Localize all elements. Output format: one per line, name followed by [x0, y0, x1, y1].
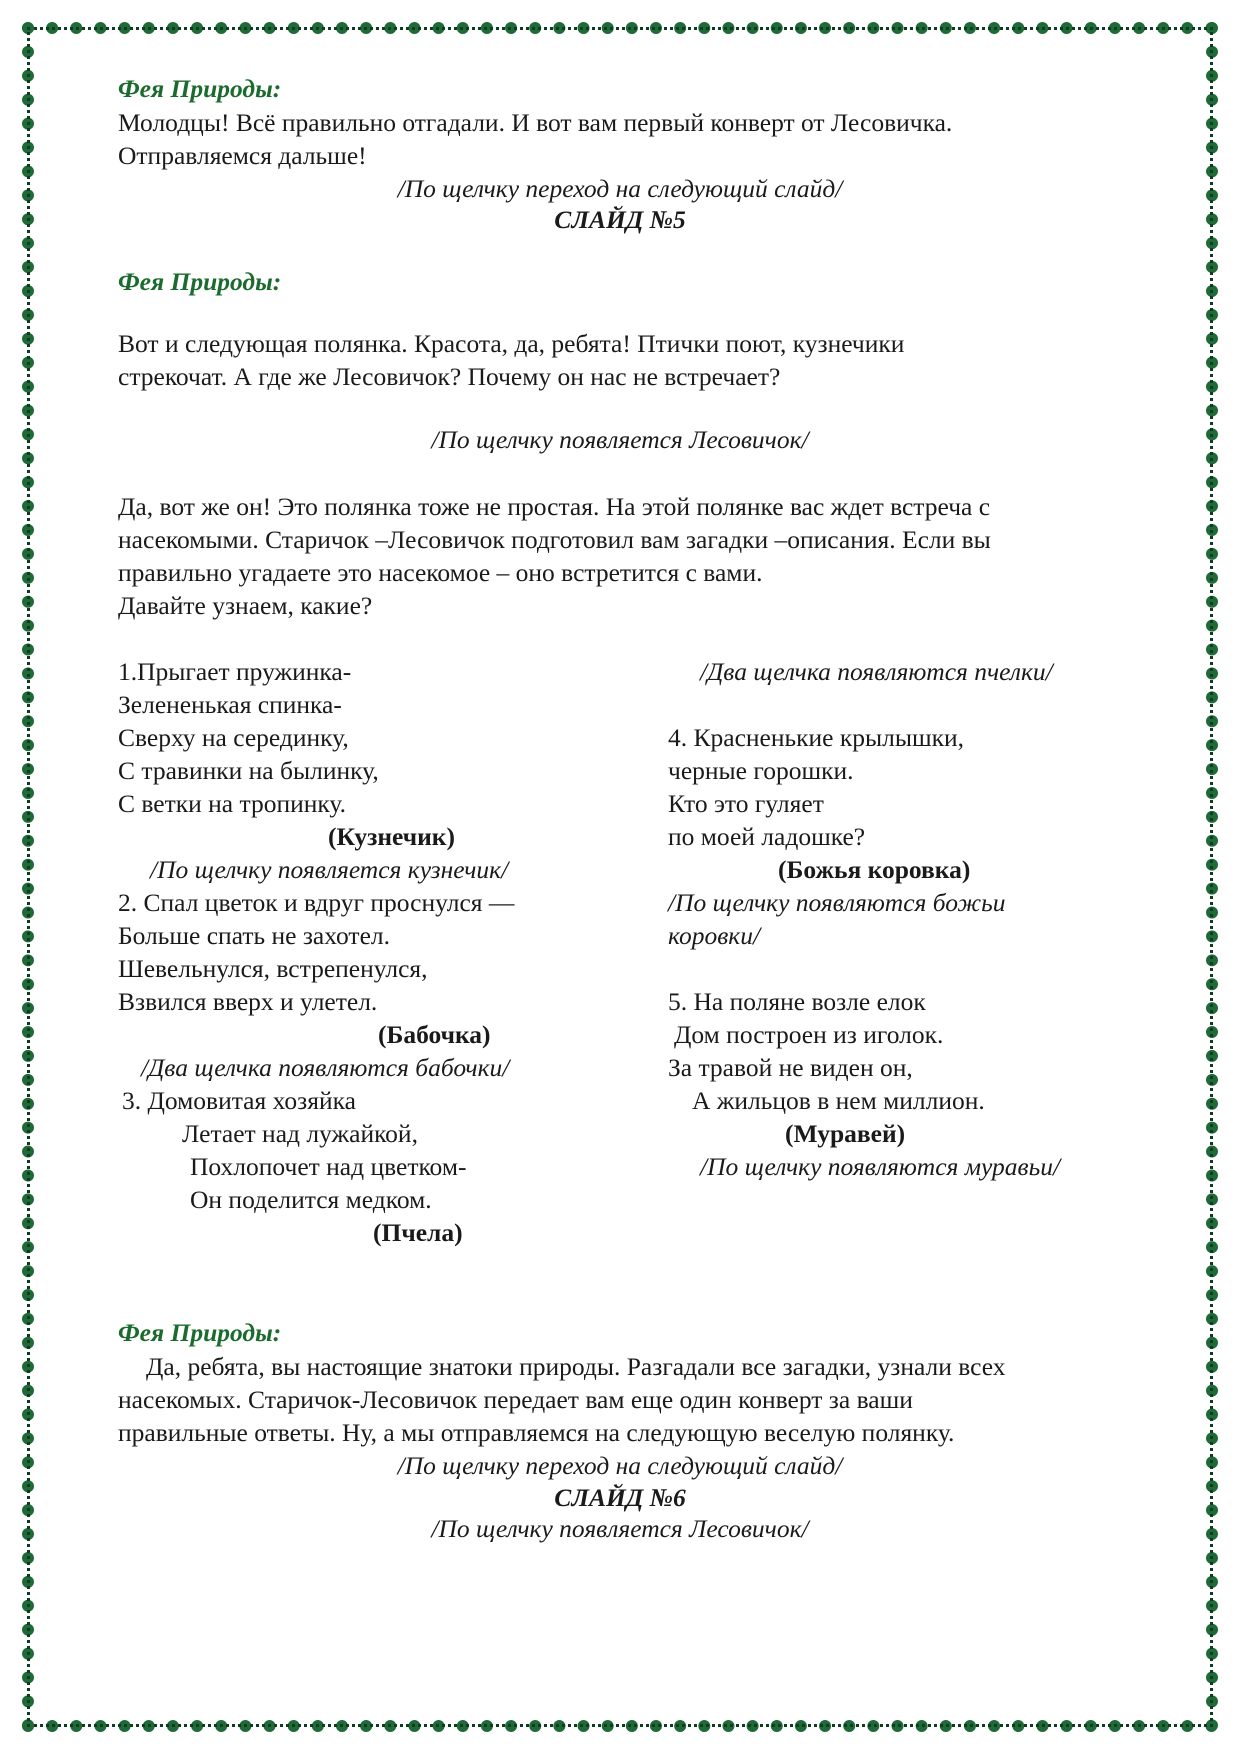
speaker-heading: Фея Природы: — [118, 74, 282, 103]
stage-direction: /Два щелчка появляются бабочки/ — [141, 1053, 510, 1082]
riddle-line: 2. Спал цветок и вдруг проснулся — — [118, 888, 515, 917]
riddle-answer: (Кузнечик) — [328, 822, 455, 851]
riddle-line: Он поделится медком. — [190, 1185, 432, 1214]
paragraph-line: Давайте узнаем, какие? — [118, 591, 373, 620]
stage-direction: /По щелчку появляются муравьи/ — [700, 1152, 1061, 1181]
riddle-line: 1.Прыгает пружинка- — [118, 657, 352, 686]
paragraph-line: Молодцы! Всё правильно отгадали. И вот вам первый конверт от Лесовичка. — [118, 108, 953, 137]
riddle-line: С ветки на тропинку. — [118, 789, 346, 818]
riddle-line: С травинки на былинку, — [118, 756, 379, 785]
riddle-answer: (Бабочка) — [378, 1020, 491, 1049]
stage-direction: /По щелчку появляется Лесовичок/ — [431, 1514, 809, 1543]
riddle-line: Дом построен из иголок. — [674, 1020, 944, 1049]
riddle-line: черные горошки. — [668, 756, 854, 785]
paragraph-line: Вот и следующая полянка. Красота, да, ребята! Птички поют, кузнечики — [118, 329, 905, 358]
paragraph-line: Да, вот же он! Это полянка тоже не простая. На этой полянке вас ждет встреча с — [118, 492, 991, 521]
riddle-line: Похлопочет над цветком- — [190, 1152, 467, 1181]
slide-label: СЛАЙД №5 — [554, 205, 686, 234]
stage-direction: /По щелчку появляется Лесовичок/ — [431, 425, 809, 454]
slide-label: СЛАЙД №6 — [554, 1483, 686, 1512]
riddle-line: Кто это гуляет — [668, 789, 824, 818]
paragraph-line: насекомыми. Старичок –Лесовичок подготовил вам загадки –описания. Если вы — [118, 525, 991, 554]
paragraph-line: правильные ответы. Ну, а мы отправляемся на следующую веселую полянку. — [118, 1418, 955, 1447]
stage-direction: /По щелчку появляется кузнечик/ — [150, 855, 509, 884]
speaker-heading: Фея Природы: — [118, 1318, 282, 1347]
paragraph-line: правильно угадаете это насекомое – оно встретится с вами. — [118, 558, 763, 587]
riddle-line: Зелененькая спинка- — [118, 690, 342, 719]
stage-direction: /По щелчку переход на следующий слайд/ — [397, 174, 843, 203]
riddle-line: Взвился вверх и улетел. — [118, 987, 378, 1016]
riddle-line: 3. Домовитая хозяйка — [122, 1086, 356, 1115]
riddle-line: А жильцов в нем миллион. — [692, 1086, 985, 1115]
riddle-line: Больше спать не захотел. — [118, 921, 390, 950]
riddle-line: Летает над лужайкой, — [182, 1119, 418, 1148]
riddle-answer: (Муравей) — [785, 1119, 906, 1148]
riddle-line: 4. Красненькие крылышки, — [668, 723, 965, 752]
riddle-line: по моей ладошке? — [668, 822, 866, 851]
riddle-answer: (Божья коровка) — [778, 855, 971, 884]
stage-direction: /По щелчку переход на следующий слайд/ — [397, 1451, 843, 1480]
riddle-line: За травой не виден он, — [668, 1053, 913, 1082]
paragraph-line: стрекочат. А где же Лесовичок? Почему он нас не встречает? — [118, 362, 781, 391]
stage-direction: коровки/ — [668, 921, 761, 950]
speaker-heading: Фея Природы: — [118, 267, 282, 296]
paragraph-line: насекомых. Старичок-Лесовичок передает вам еще один конверт за ваши — [118, 1385, 913, 1414]
stage-direction: /Два щелчка появляются пчелки/ — [700, 657, 1053, 686]
paragraph-line: Отправляемся дальше! — [118, 141, 367, 170]
riddle-line: Сверху на серединку, — [118, 723, 349, 752]
riddle-line: Шевельнулся, встрепенулся, — [118, 954, 428, 983]
stage-direction: /По щелчку появляются божьи — [668, 888, 1006, 917]
paragraph-line: Да, ребята, вы настоящие знатоки природы. Разгадали все загадки, узнали всех — [146, 1352, 1006, 1381]
riddle-line: 5. На поляне возле елок — [668, 987, 926, 1016]
riddle-answer: (Пчела) — [373, 1218, 463, 1247]
